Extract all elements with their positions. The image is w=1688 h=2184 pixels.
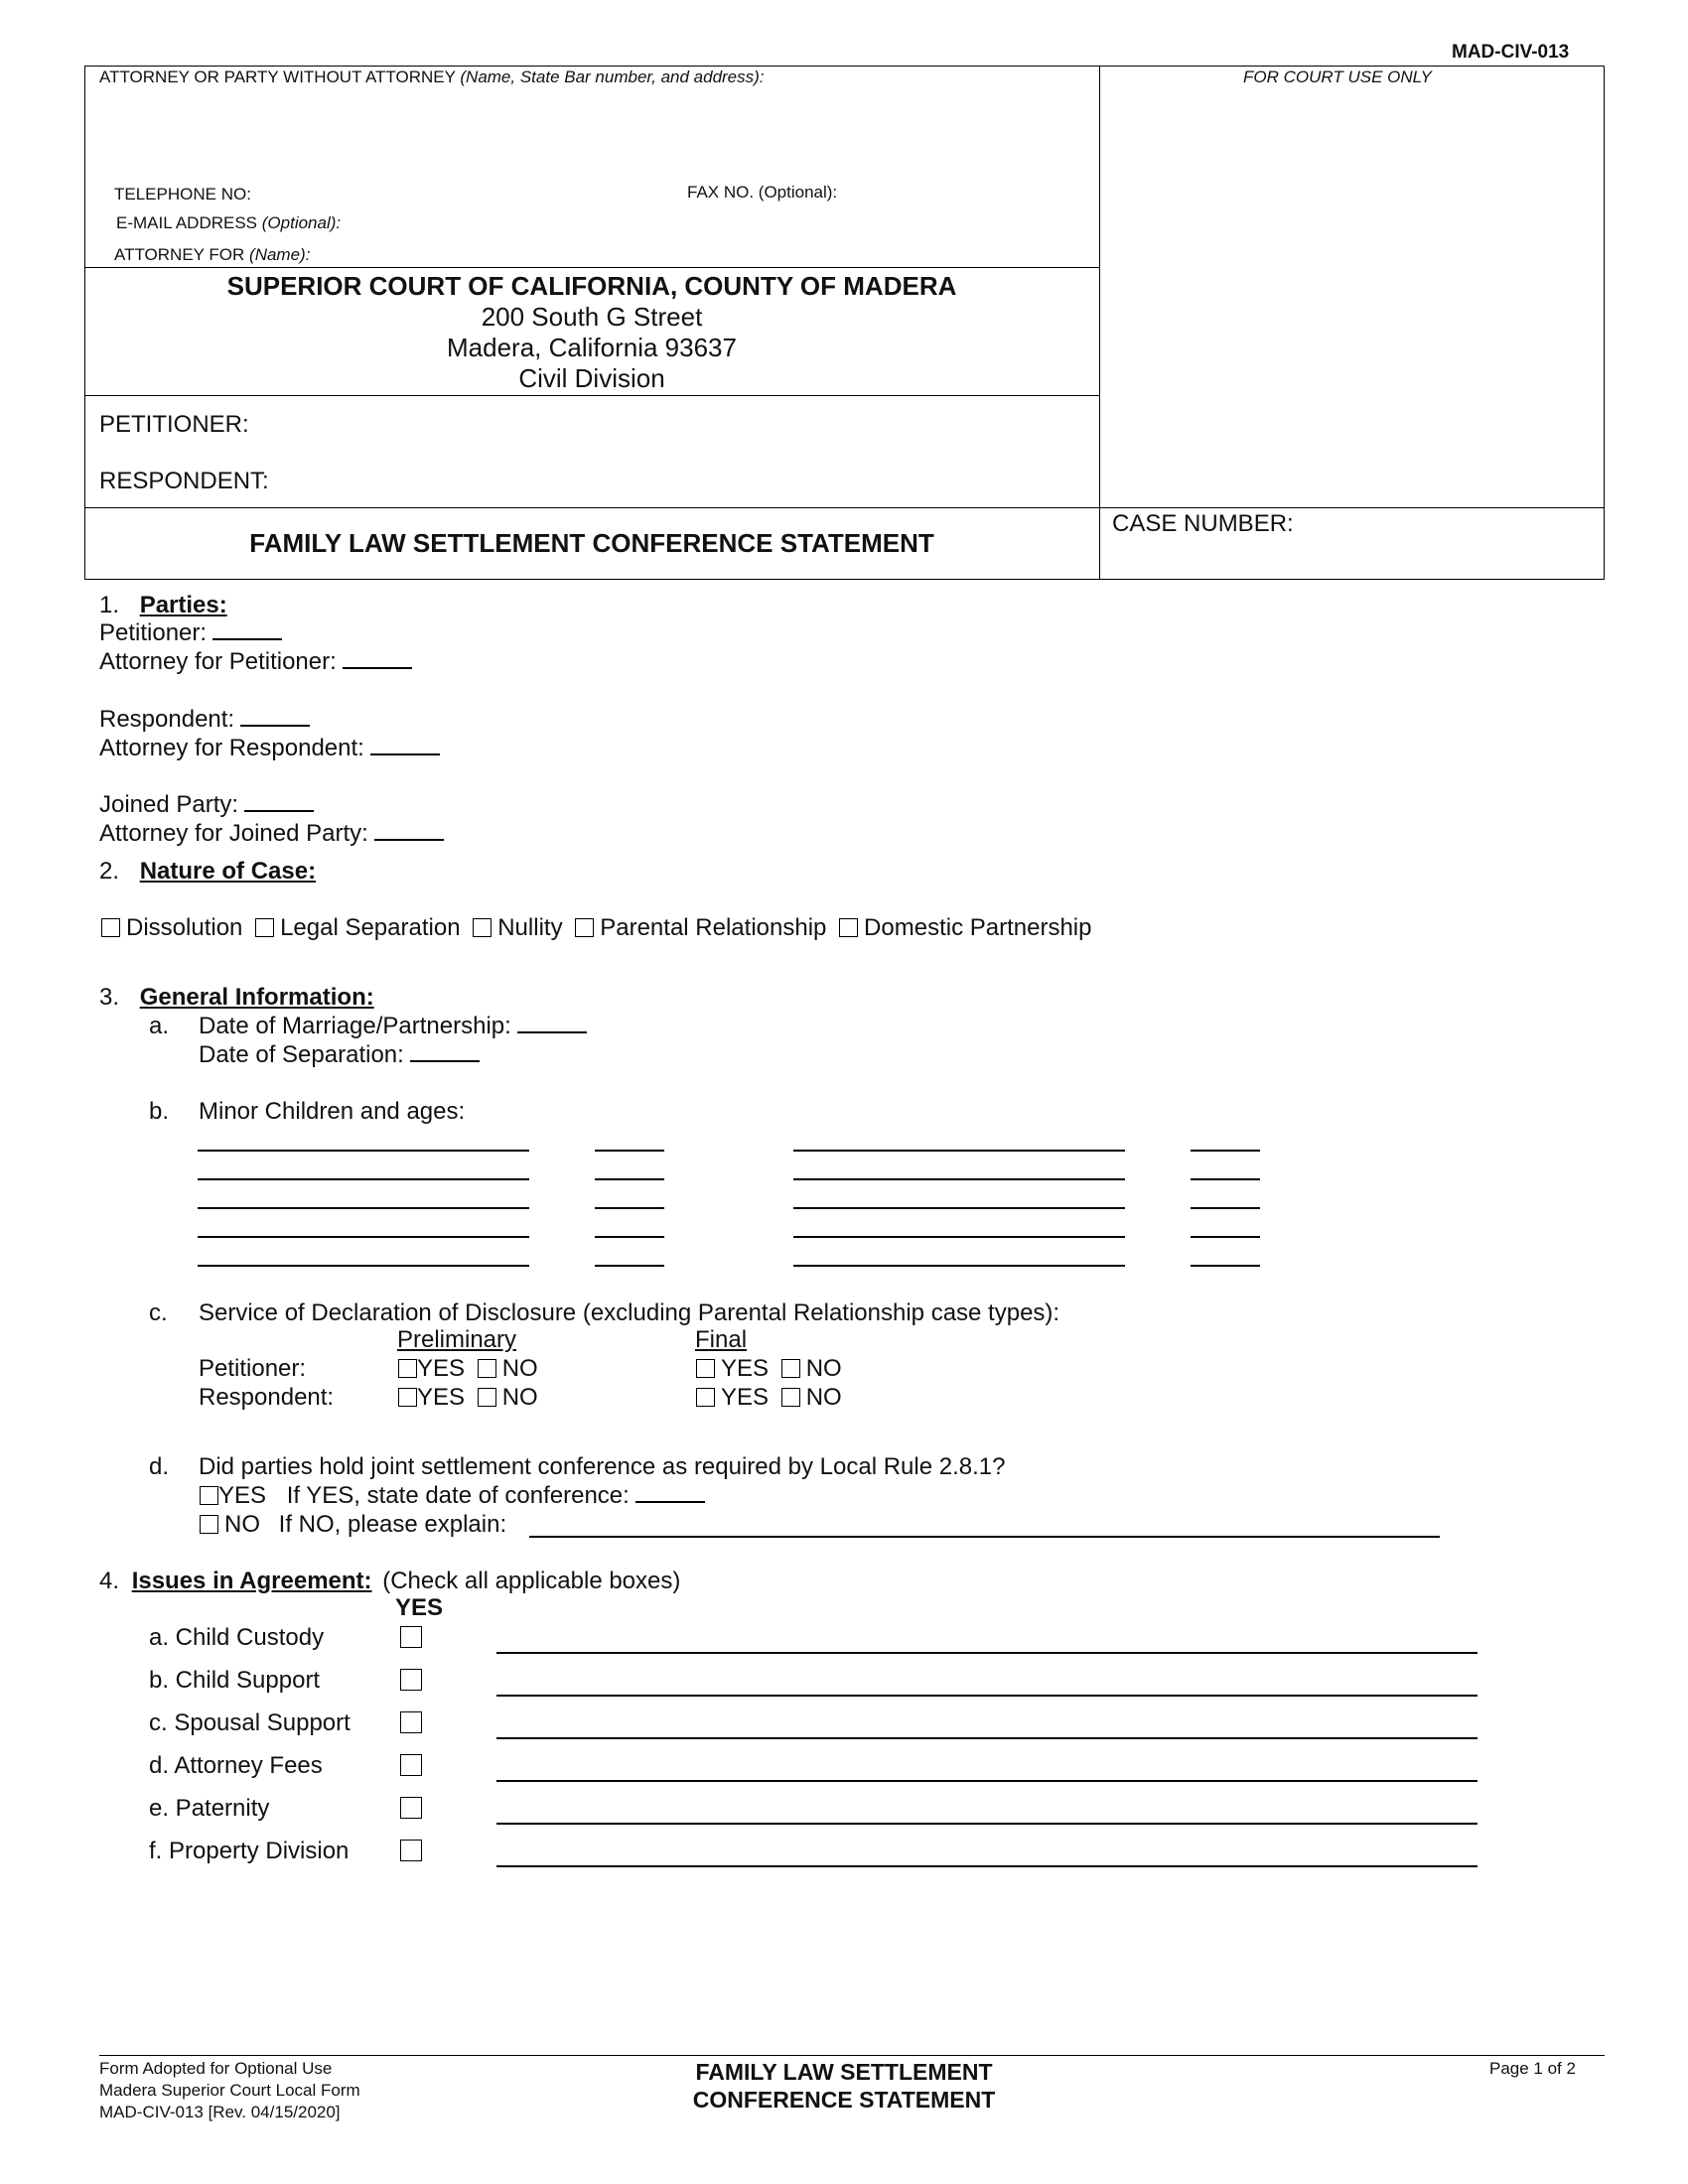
no-label: NO <box>805 1355 842 1382</box>
attorney-fees-line[interactable] <box>496 1780 1477 1782</box>
respondent-prelim-yes-checkbox[interactable] <box>398 1388 417 1407</box>
child-name-line[interactable] <box>793 1236 1125 1238</box>
checkbox[interactable] <box>473 918 492 937</box>
respondent-label: Respondent: <box>99 706 235 733</box>
children-label: Minor Children and ages: <box>199 1098 466 1125</box>
child-name-line[interactable] <box>793 1207 1125 1209</box>
child-age-line[interactable] <box>1191 1178 1260 1180</box>
item-d-letter: d. <box>149 1453 170 1480</box>
separation-row <box>199 1041 480 1069</box>
respondent-caption[interactable]: RESPONDENT: <box>99 468 269 494</box>
respondent-blank[interactable] <box>240 725 310 727</box>
joint-yes-text: If YES, state date of conference: <box>286 1482 630 1509</box>
court-division: Civil Division <box>518 363 665 393</box>
joined-blank[interactable] <box>244 810 314 812</box>
child-support-line[interactable] <box>496 1695 1477 1697</box>
disclosure-respondent-label: Respondent: <box>199 1384 335 1411</box>
separation-label: Date of Separation: <box>199 1041 404 1068</box>
option-label: Legal Separation <box>280 914 461 941</box>
child-name-line[interactable] <box>198 1150 529 1152</box>
paternity-checkbox[interactable] <box>400 1797 422 1819</box>
issue-paternity: e. Paternity <box>149 1795 270 1822</box>
issue-child-custody: a. Child Custody <box>149 1624 325 1651</box>
checkbox[interactable] <box>575 918 594 937</box>
conference-date-blank[interactable] <box>635 1501 705 1503</box>
respondent-row <box>99 706 310 734</box>
court-street: 200 South G Street <box>481 302 703 332</box>
yes-label: YES <box>721 1384 770 1411</box>
child-name-line[interactable] <box>198 1207 529 1209</box>
attorney-label-italic: (Name, State Bar number, and address): <box>460 68 765 86</box>
option-label: Domestic Partnership <box>864 914 1092 941</box>
section3-num: 3. <box>99 984 120 1011</box>
section4-note: (Check all applicable boxes) <box>382 1568 681 1594</box>
issue-spousal-support: c. Spousal Support <box>149 1709 351 1736</box>
no-label: NO <box>224 1511 260 1538</box>
option-parental-relationship[interactable] <box>575 914 826 941</box>
yes-label: YES <box>218 1482 267 1509</box>
footer-title2: CONFERENCE STATEMENT <box>692 2087 996 2113</box>
option-domestic-partnership[interactable] <box>839 914 1091 941</box>
section3-heading <box>99 984 374 1012</box>
footer-line2: Madera Superior Court Local Form <box>99 2081 360 2100</box>
no-label: NO <box>501 1355 538 1382</box>
footer-rule <box>99 2055 1605 2056</box>
section2-title: Nature of Case: <box>139 858 317 885</box>
petitioner-label: Petitioner: <box>99 619 208 646</box>
respondent-prelim-no-checkbox[interactable] <box>478 1388 496 1407</box>
child-support-checkbox[interactable] <box>400 1669 422 1691</box>
section4-heading <box>99 1568 680 1595</box>
form-id: MAD-CIV-013 <box>1452 42 1570 63</box>
email-label-text: E-MAIL ADDRESS <box>116 213 258 232</box>
joint-yes-row <box>200 1482 705 1510</box>
separation-blank[interactable] <box>410 1060 480 1062</box>
footer-line3: MAD-CIV-013 [Rev. 04/15/2020] <box>99 2103 341 2121</box>
atty-respondent-blank[interactable] <box>370 753 440 755</box>
marriage-label: Date of Marriage/Partnership: <box>199 1013 511 1039</box>
final-header: Final <box>695 1326 748 1353</box>
issue-child-support: b. Child Support <box>149 1667 321 1694</box>
section1-title: Parties: <box>139 592 227 618</box>
disclosure-label: Service of Declaration of Disclosure (excluding Parental Relationship case types): <box>199 1299 1060 1326</box>
child-age-line[interactable] <box>595 1178 664 1180</box>
section1-heading <box>99 592 227 619</box>
atty-respondent-label: Attorney for Respondent: <box>99 735 364 761</box>
divider-court <box>84 267 1100 268</box>
option-label: Dissolution <box>126 914 243 941</box>
nature-options <box>101 914 1091 942</box>
checkbox[interactable] <box>255 918 274 937</box>
section2-num: 2. <box>99 858 120 885</box>
option-dissolution[interactable] <box>101 914 242 941</box>
footer-title1: FAMILY LAW SETTLEMENT <box>695 2059 993 2085</box>
checkbox[interactable] <box>101 918 120 937</box>
item-c-letter: c. <box>149 1299 168 1326</box>
child-name-line[interactable] <box>793 1150 1125 1152</box>
attorney-label-text: ATTORNEY OR PARTY WITHOUT ATTORNEY <box>99 68 456 86</box>
child-name-line[interactable] <box>198 1178 529 1180</box>
option-label: Nullity <box>497 914 563 941</box>
joint-yes-checkbox[interactable] <box>200 1486 218 1505</box>
atty-joined-label: Attorney for Joined Party: <box>99 820 368 847</box>
property-division-line[interactable] <box>496 1865 1477 1867</box>
child-age-line[interactable] <box>1191 1207 1260 1209</box>
issue-property-division: f. Property Division <box>149 1838 350 1864</box>
atty-joined-blank[interactable] <box>374 839 444 841</box>
atty-respondent-row <box>99 735 440 762</box>
explain-line[interactable] <box>529 1536 1440 1538</box>
email-label-italic: (Optional): <box>261 213 342 232</box>
atty-petitioner-blank[interactable] <box>343 667 412 669</box>
child-name-line[interactable] <box>793 1265 1125 1267</box>
respondent-preliminary-options <box>398 1384 538 1412</box>
joint-conference-question: Did parties hold joint settlement conference as required by Local Rule 2.8.1? <box>199 1453 1006 1480</box>
form-title: FAMILY LAW SETTLEMENT CONFERENCE STATEMENT <box>249 528 934 558</box>
child-name-line[interactable] <box>198 1236 529 1238</box>
option-label: Parental Relationship <box>600 914 827 941</box>
property-division-checkbox[interactable] <box>400 1840 422 1861</box>
marriage-blank[interactable] <box>517 1031 587 1033</box>
petitioner-preliminary-options <box>398 1355 538 1383</box>
joined-row <box>99 791 314 819</box>
petitioner-row <box>99 619 282 647</box>
option-legal-separation[interactable] <box>255 914 460 941</box>
paternity-line[interactable] <box>496 1823 1477 1825</box>
child-custody-checkbox[interactable] <box>400 1626 422 1648</box>
joint-no-row <box>200 1511 506 1539</box>
atty-petitioner-row <box>99 648 412 676</box>
marriage-row <box>199 1013 587 1040</box>
issue-attorney-fees: d. Attorney Fees <box>149 1752 323 1779</box>
yes-label: YES <box>417 1384 466 1411</box>
atty-joined-row <box>99 820 444 848</box>
section4-num: 4. <box>99 1568 120 1594</box>
footer-line1: Form Adopted for Optional Use <box>99 2059 333 2078</box>
joint-no-text: If NO, please explain: <box>278 1511 507 1538</box>
no-label: NO <box>805 1384 842 1411</box>
joint-no-checkbox[interactable] <box>200 1515 218 1534</box>
divider-parties <box>84 395 1100 396</box>
petitioner-final-options <box>696 1355 842 1383</box>
court-use-label: FOR COURT USE ONLY <box>1243 68 1432 86</box>
child-age-line[interactable] <box>1191 1236 1260 1238</box>
attorney-for-label[interactable] <box>114 245 310 265</box>
email-label[interactable] <box>116 213 341 233</box>
yes-label: YES <box>417 1355 466 1382</box>
section1-num: 1. <box>99 592 120 618</box>
spousal-support-checkbox[interactable] <box>400 1711 422 1733</box>
child-age-line[interactable] <box>595 1265 664 1267</box>
joined-label: Joined Party: <box>99 791 239 818</box>
petitioner-prelim-yes-checkbox[interactable] <box>398 1359 417 1378</box>
spousal-support-line[interactable] <box>496 1737 1477 1739</box>
court-name: SUPERIOR COURT OF CALIFORNIA, COUNTY OF MADERA <box>226 271 957 301</box>
respondent-final-options <box>696 1384 842 1412</box>
yes-label: YES <box>721 1355 770 1382</box>
caption-divider <box>1099 66 1100 580</box>
case-number-label[interactable]: CASE NUMBER: <box>1112 510 1294 537</box>
option-nullity[interactable] <box>473 914 562 941</box>
atty-petitioner-label: Attorney for Petitioner: <box>99 648 337 675</box>
child-name-line[interactable] <box>198 1265 529 1267</box>
attorney-for-text: ATTORNEY FOR <box>114 245 245 264</box>
court-city: Madera, California 93637 <box>447 333 737 362</box>
petitioner-caption[interactable]: PETITIONER: <box>99 411 249 438</box>
disclosure-petitioner-label: Petitioner: <box>199 1355 307 1382</box>
preliminary-header: Preliminary <box>397 1326 517 1353</box>
divider-title <box>84 507 1605 508</box>
child-age-line[interactable] <box>1191 1265 1260 1267</box>
respondent-final-no-checkbox[interactable] <box>781 1388 800 1407</box>
attorney-label <box>99 68 765 87</box>
child-custody-line[interactable] <box>496 1652 1477 1654</box>
attorney-for-italic: (Name): <box>249 245 311 264</box>
section2-heading <box>99 858 316 886</box>
section3-title: General Information: <box>139 984 374 1011</box>
child-age-line[interactable] <box>595 1207 664 1209</box>
issues-yes-header: YES <box>395 1594 444 1621</box>
fax-label[interactable]: FAX NO. (Optional): <box>687 183 838 202</box>
no-label: NO <box>501 1384 538 1411</box>
attorney-fees-checkbox[interactable] <box>400 1754 422 1776</box>
section4-title: Issues in Agreement: <box>131 1568 372 1594</box>
checkbox[interactable] <box>839 918 858 937</box>
petitioner-final-yes-checkbox[interactable] <box>696 1359 715 1378</box>
footer-page: Page 1 of 2 <box>1489 2059 1576 2078</box>
item-b-letter: b. <box>149 1098 170 1125</box>
petitioner-prelim-no-checkbox[interactable] <box>478 1359 496 1378</box>
respondent-final-yes-checkbox[interactable] <box>696 1388 715 1407</box>
child-age-line[interactable] <box>595 1150 664 1152</box>
petitioner-final-no-checkbox[interactable] <box>781 1359 800 1378</box>
child-age-line[interactable] <box>1191 1150 1260 1152</box>
item-a-letter: a. <box>149 1013 170 1039</box>
petitioner-blank[interactable] <box>212 638 282 640</box>
telephone-label[interactable]: TELEPHONE NO: <box>114 185 251 204</box>
child-name-line[interactable] <box>793 1178 1125 1180</box>
child-age-line[interactable] <box>595 1236 664 1238</box>
